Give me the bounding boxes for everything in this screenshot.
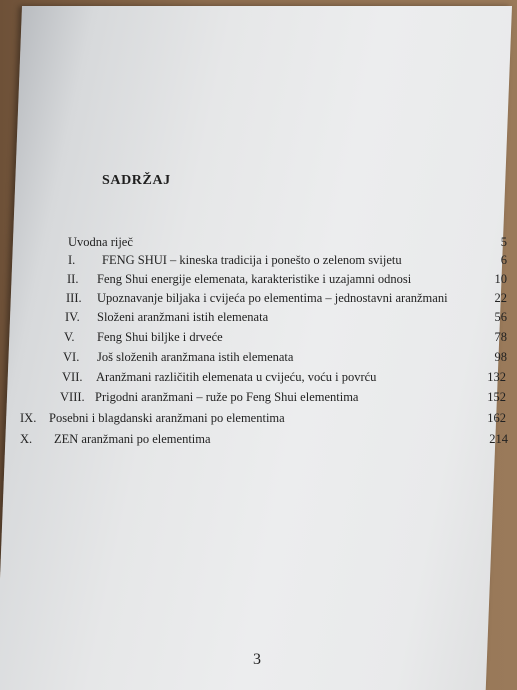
toc-entry-number: II. bbox=[67, 272, 79, 286]
toc-entry-number: III. bbox=[66, 291, 82, 305]
page-content bbox=[22, 6, 512, 690]
toc-entry-title: ZEN aranžmani po elementima bbox=[54, 432, 211, 446]
toc-entry-number: VIII. bbox=[60, 390, 85, 404]
toc-entry-page: 78 bbox=[494, 330, 507, 344]
toc-entry-title: Aranžmani različitih elemenata u cvijeću, voću i povrću bbox=[96, 370, 377, 384]
page-number: 3 bbox=[253, 651, 261, 668]
toc-entry-page: 162 bbox=[487, 411, 506, 425]
toc-entry-number: VII. bbox=[62, 370, 83, 384]
toc-entry-number: X. bbox=[20, 432, 33, 446]
toc-entry-title: Posebni i blagdanski aranžmani po elementima bbox=[49, 411, 285, 425]
toc-entry-page: 98 bbox=[494, 350, 507, 364]
toc-entry-page: 214 bbox=[489, 432, 508, 446]
toc-entry-page: 56 bbox=[494, 310, 507, 324]
toc-entry-title: FENG SHUI – kineska tradicija i ponešto o zelenom svijetu bbox=[102, 253, 402, 267]
toc-entry-title: Feng Shui energije elemenata, karakteristike i uzajamni odnosi bbox=[97, 272, 412, 286]
toc-entry-title: Uvodna riječ bbox=[68, 235, 133, 249]
toc-entry-page: 22 bbox=[494, 291, 507, 305]
toc-entry-title: Prigodni aranžmani – ruže po Feng Shui elementima bbox=[95, 390, 359, 404]
toc-entry-number: I. bbox=[68, 253, 76, 267]
toc-entry-title: Složeni aranžmani istih elemenata bbox=[97, 310, 269, 324]
toc-entry-number: V. bbox=[64, 330, 75, 344]
toc-entry-page: 152 bbox=[487, 390, 506, 404]
toc-entry-page: 132 bbox=[487, 370, 506, 384]
toc-entry-number: IV. bbox=[65, 310, 80, 324]
toc-entry-page: 5 bbox=[500, 235, 507, 249]
toc-entry-page: 6 bbox=[500, 253, 507, 267]
toc-entry-title: Još složenih aranžmana istih elemenata bbox=[97, 350, 294, 364]
toc-entry-title: Upoznavanje biljaka i cvijeća po elementima – jednostavni aranžmani bbox=[97, 291, 448, 305]
toc-entry-page: 10 bbox=[494, 272, 507, 286]
toc-entry-title: Feng Shui biljke i drveće bbox=[97, 330, 223, 344]
toc-entry-number: IX. bbox=[20, 411, 37, 425]
contents-heading: SADRŽAJ bbox=[102, 173, 171, 188]
toc-entry-number: VI. bbox=[63, 350, 80, 364]
